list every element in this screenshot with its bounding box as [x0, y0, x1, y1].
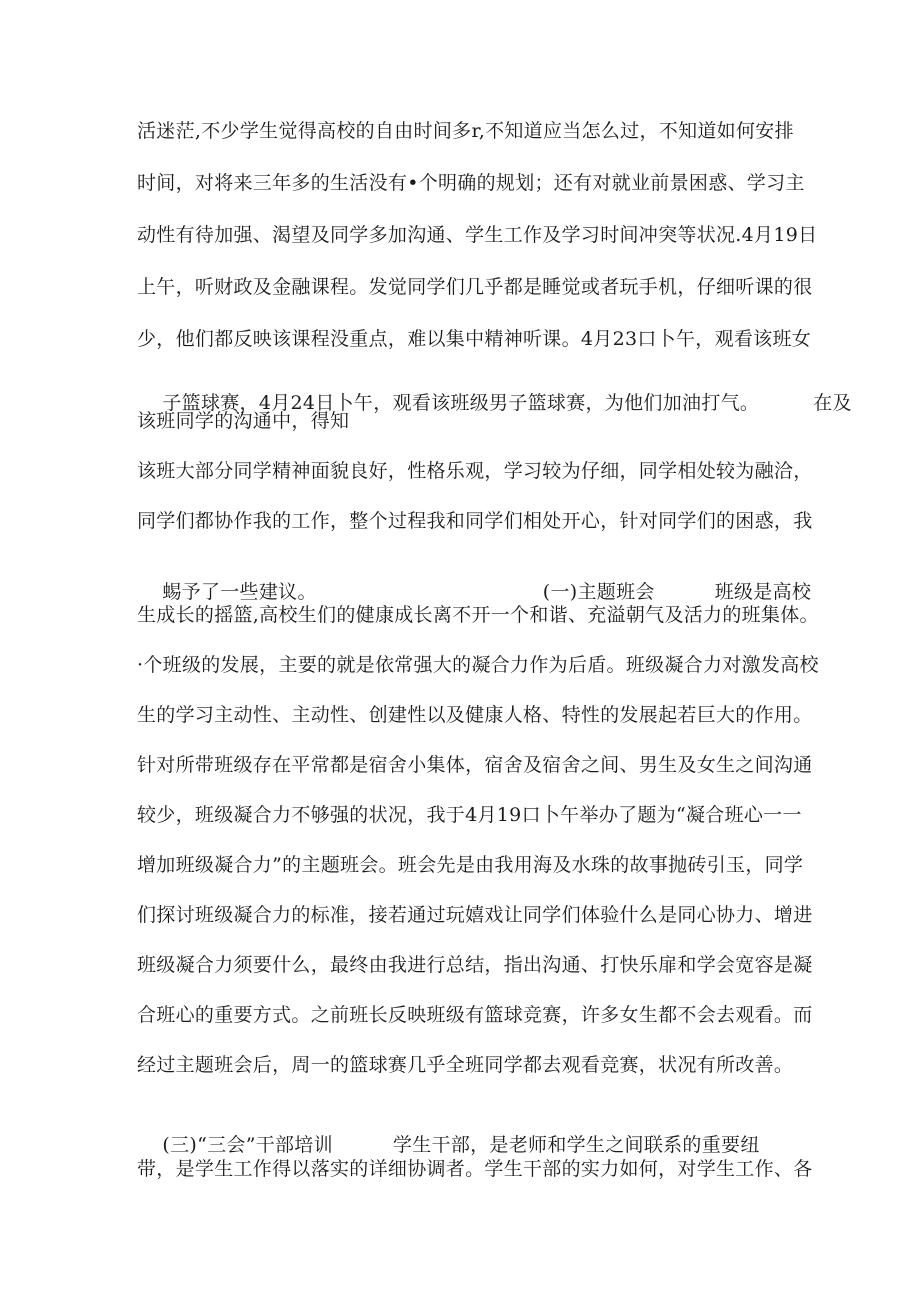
text-line: 们探讨班级凝合力的标准，接若通过玩嬉戏让同学们体验什么是同心协力、增进	[137, 904, 813, 926]
text-line: 该班同学的沟通中，得知	[137, 410, 350, 432]
text-line: 活迷茫,不少学生觉得高校的自由时间多r,不知道应当怎么过，不知道如何安排	[137, 120, 794, 142]
text-line: 动性有待加强、渴望及同学多加沟通、学生工作及学习时间冲突等状况.4月19日	[137, 224, 818, 246]
text-line: 合班心的重要方式。之前班长反映班级有篮球竞赛，许多女生都不会去观看。而	[137, 1004, 813, 1026]
text-line: 少，他们都反映该课程没重点，难以集中精神听课。4月23口卜午，观看该班女	[137, 328, 812, 350]
text-line: 增加班级凝合力”的主题班会。班会先是由我用海及水珠的故事抛砖引玉，同学	[137, 854, 804, 876]
text-line: 针对所带班级存在平常都是宿舍小集体，宿舍及宿舍之间、男生及女生之间沟通	[137, 754, 813, 776]
text-line: 班级凝合力须要什么，最终由我进行总结，指出沟通、打快乐扉和学会宽容是凝	[137, 954, 813, 976]
text-line: 同学们都协作我的工作，整个过程我和同学们相处开心，针对同学们的困惑，我	[137, 510, 813, 532]
text-segment: 子篮球赛，4月24日卜午，观看该班级男子篮球赛，为他们加油打气。	[162, 392, 760, 414]
text-segment: 班级是高校	[714, 581, 812, 603]
section-heading: (三)“三会”干部培训	[162, 1134, 333, 1156]
text-segment: 蜴予了一些建议。	[162, 581, 317, 603]
text-line: 该班大部分同学精神面貌良好，性格乐观，学习较为仔细，同学相处较为融洽，	[137, 460, 813, 482]
text-segment: 学生干部，是老师和学生之间联系的重要纽	[392, 1134, 760, 1156]
text-line: 上午，听财政及金融课程。发觉同学们几乎都是睡觉或者玩手机，仔细听课的很	[137, 276, 813, 298]
text-line: 较少，班级凝合力不够强的状况，我于4月19口卜午举办了题为“凝合班心一一	[137, 804, 802, 826]
text-segment: 在及	[813, 392, 852, 414]
text-line: 经过主题班会后，周一的篮球赛几乎全班同学都去观看竞赛，状况有所改善。	[137, 1054, 794, 1076]
text-line: ·个班级的发展，主要的就是依常强大的凝合力作为后盾。班级凝合力对激发高校	[137, 654, 819, 676]
text-line: 时间，对将来三年多的生活没有•个明确的规划；还有对就业前景困惑、学习主	[137, 172, 805, 194]
text-line: 生的学习主动性、主动性、创建性以及健康人格、特性的发展起若巨大的作用。	[137, 704, 813, 726]
text-line: 生成长的摇篮,高校生们的健康成长离不开一个和谐、充溢朝气及活力的班集体。	[137, 604, 819, 626]
section-heading: (一)主题班会	[542, 581, 655, 603]
text-line: 带，是学生工作得以落实的详细协调者。学生干部的实力如何，对学生工作、各	[137, 1158, 813, 1180]
